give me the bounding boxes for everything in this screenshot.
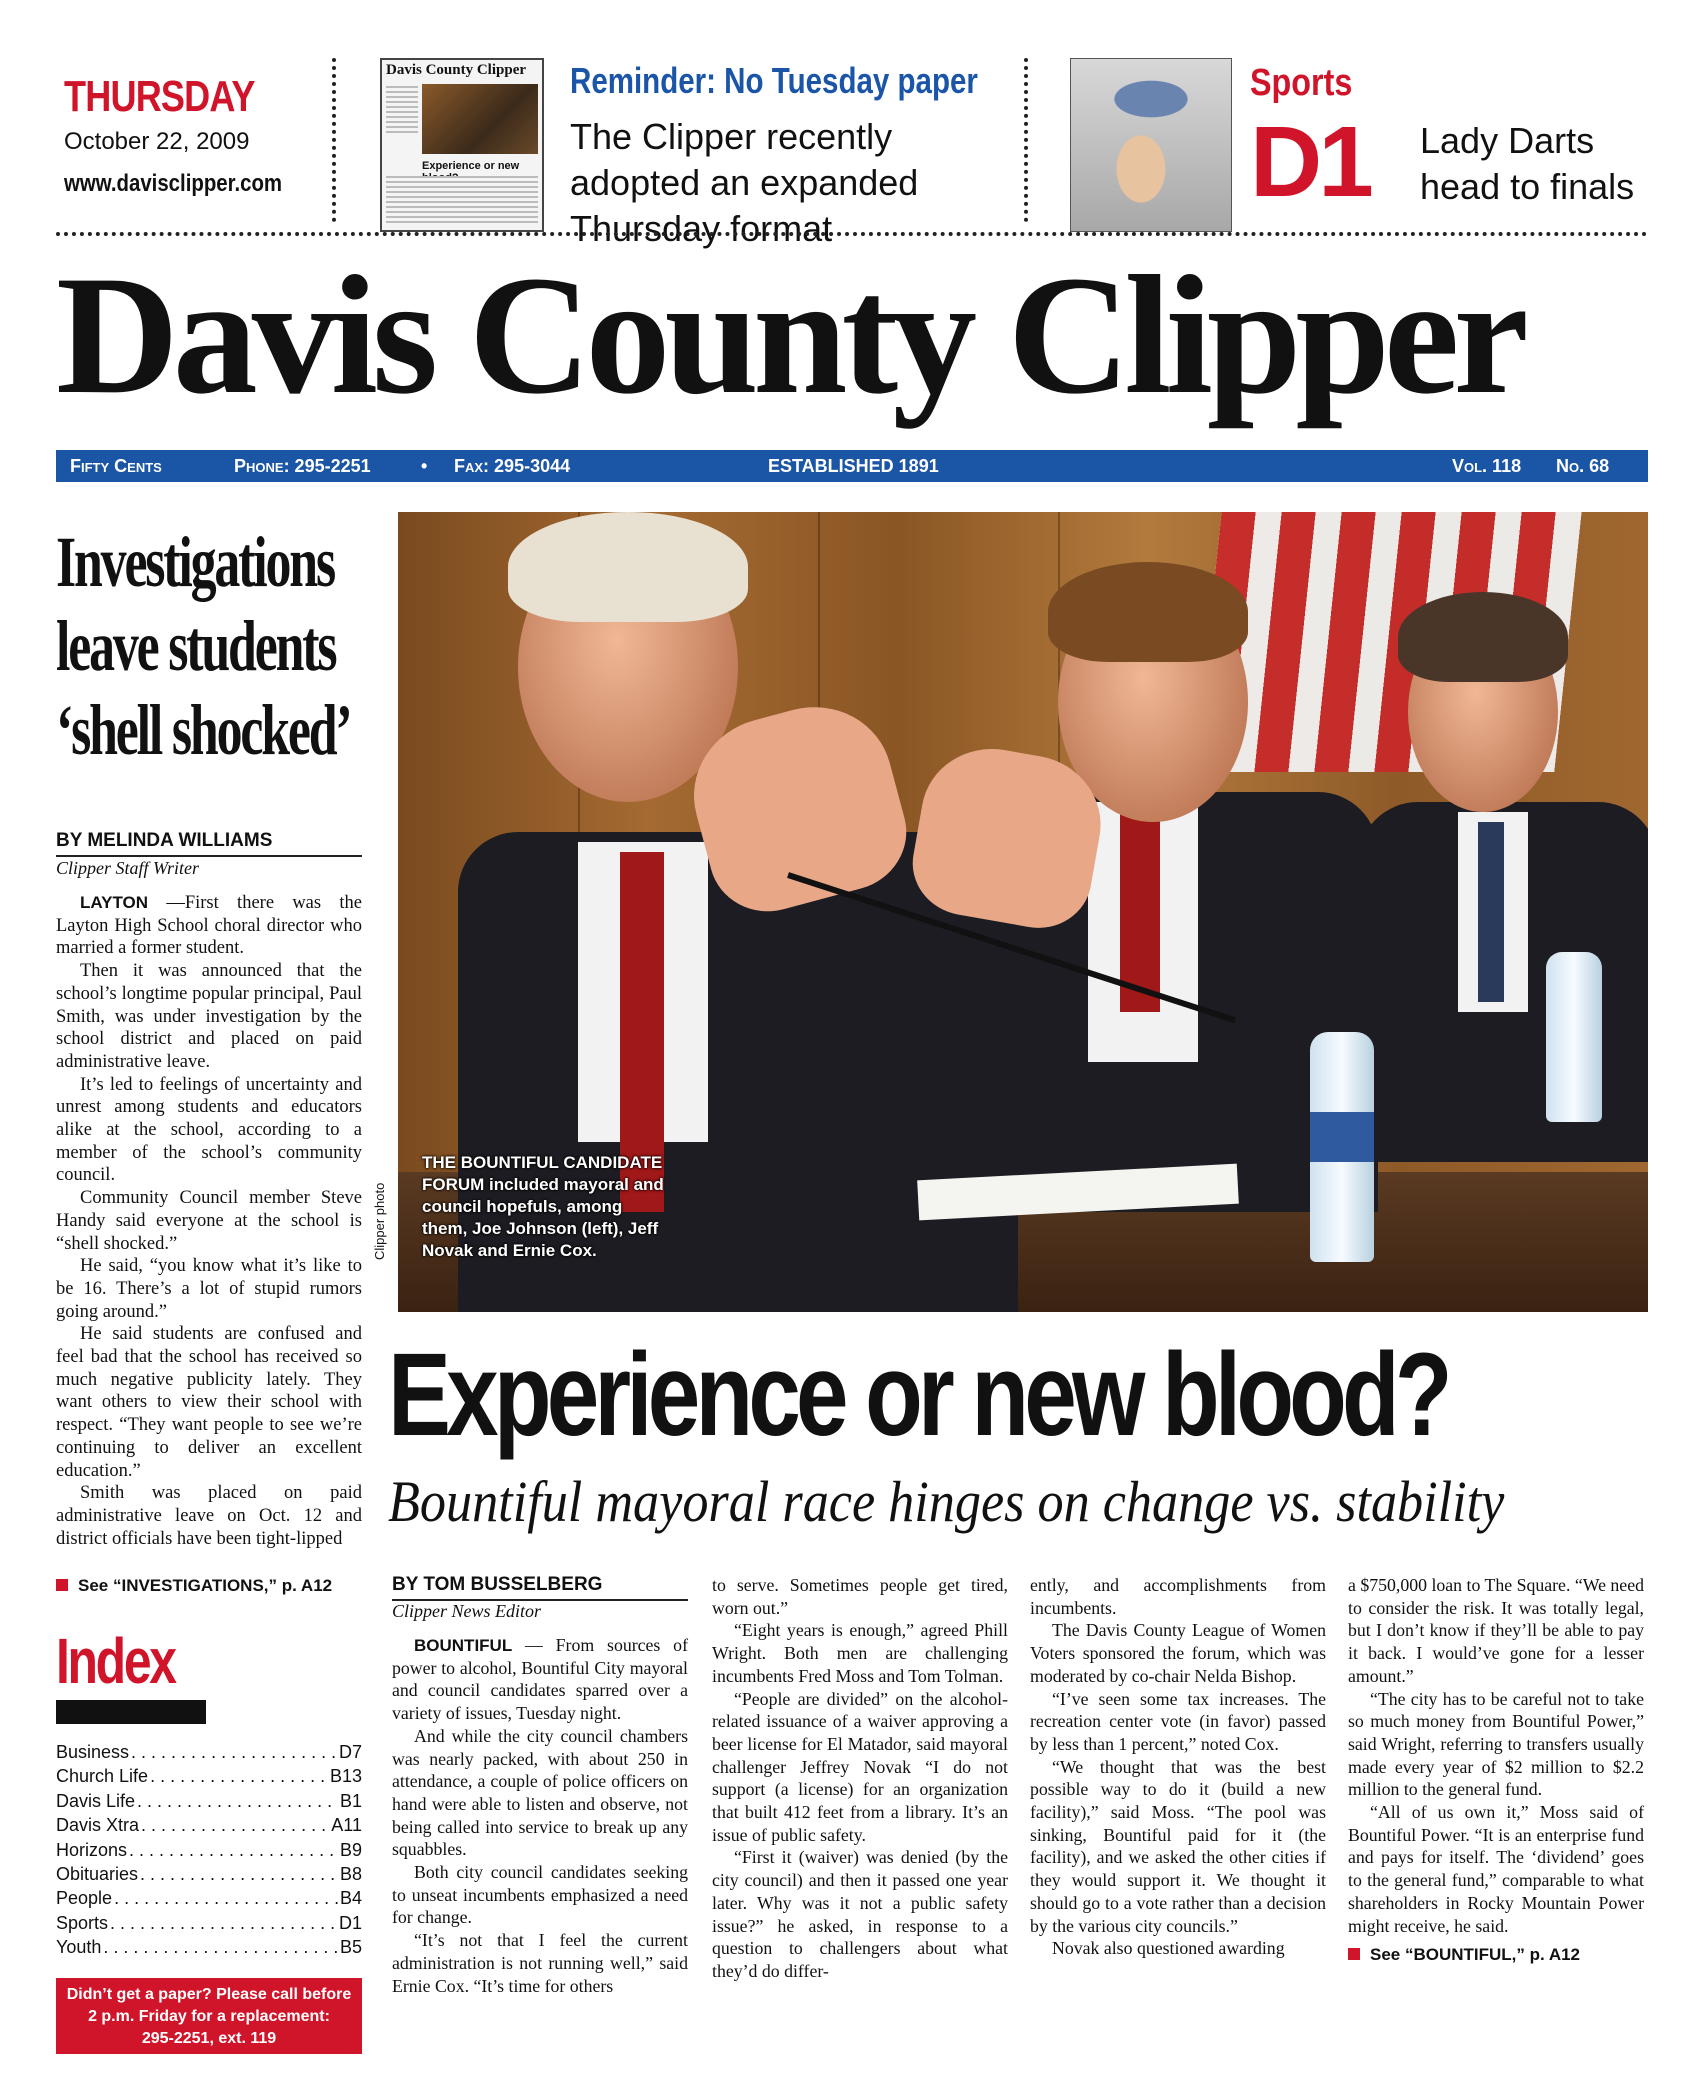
paragraph: “It’s not that I feel the current administration is not running well,” said Ernie Cox. “It’s time for others xyxy=(392,1930,688,1996)
paragraph: “The city has to be careful not to take so much money from Bountiful Power,” said Wright, referring to transfers usually made every year of $2 million to $2.2 million to the general fund. xyxy=(1348,1688,1644,1800)
paragraph: Novak also questioned awarding xyxy=(1052,1938,1285,1959)
investigations-author-role: Clipper Staff Writer xyxy=(56,858,200,878)
thumbnail-photo xyxy=(422,84,538,154)
index-item[interactable]: Horizons . . . B9 xyxy=(56,1838,362,1862)
phone-number: Phone: 295-2251 xyxy=(234,456,371,476)
paragraph: to serve. Sometimes people get tired, worn out.” xyxy=(712,1575,1008,1618)
investigations-body xyxy=(56,892,362,1550)
index-item[interactable]: Youth . . . B5 xyxy=(56,1935,362,1959)
headline-line: ‘shell shocked’ xyxy=(56,690,351,770)
reminder-title: Reminder: No Tuesday paper xyxy=(570,60,978,101)
notice-phone: 295-2251, ext. 119 xyxy=(141,2030,277,2047)
issue-date: October 22, 2009 xyxy=(64,128,250,155)
notice-line: Didn’t get a paper? Please call before xyxy=(66,1986,352,2003)
paragraph: It’s led to feelings of uncertainty and unrest among students and educators alike at the school, according to a member of the school’s community council. xyxy=(56,1074,362,1186)
index-title: Index xyxy=(56,1625,175,1697)
volume-number: Vol. 118 xyxy=(1452,456,1522,476)
headline-line: Investigations xyxy=(56,522,334,602)
caption-lead: THE BOUNTIFUL CANDIDATE FORUM xyxy=(422,1153,663,1194)
paragraph: The Davis County League of Women Voters sponsored the forum, which was moderated by co-chair Nelda Bishop. xyxy=(1030,1620,1326,1686)
story-column-1 xyxy=(392,1574,688,1997)
paragraph: And while the city council chambers was nearly packed, with about 250 in attendance, a couple of police officers on hand were able to listen and observe, not being called into service to break up any squabbles. xyxy=(392,1725,688,1860)
bullet: • xyxy=(421,456,428,476)
story-column-3 xyxy=(1030,1574,1326,1960)
paragraph: a $750,000 loan to The Square. “We need to consider the risk. It was totally legal, but I don’t know if they’ll be able to pay it back. I would’ve gone for a lesser amount.” xyxy=(1348,1575,1644,1686)
index-list xyxy=(56,1740,362,1960)
paragraph: Smith was placed on paid administrative leave on Oct. 12 and district officials have been tight-lipped xyxy=(56,1483,362,1549)
sports-section-label: Sports xyxy=(1250,62,1353,104)
lead-subheadline: Bountiful mayoral race hinges on change vs. stability xyxy=(388,1469,1505,1534)
divider xyxy=(332,58,336,222)
paragraph: “People are divided” on the alcohol-related issuance of a waiver approving a beer license for El Matador, said mayoral challenger Jeffrey Novak “I do not support (a license) for an organization that built 412 feet from a library. It’s an issue of public safety. xyxy=(712,1688,1008,1845)
investigations-jump-link[interactable]: See “INVESTIGATIONS,” p. A12 xyxy=(56,1576,366,1596)
story-author-role: Clipper News Editor xyxy=(392,1601,542,1621)
red-square-icon xyxy=(1348,1948,1360,1960)
paragraph: Then it was announced that the school’s longtime popular principal, Paul Smith, was under investigation by the school district and placed on paid administrative leave. xyxy=(56,961,362,1072)
paragraph: He said students are confused and feel bad that the school has received so much negative publicity lately. They want others to view their school with respect. “They want people to see we’re continuing to deliver an excellent education.” xyxy=(56,1324,362,1481)
paragraph: He said, “you know what it’s like to be 16. There’s a lot of stupid rumors going around.” xyxy=(56,1256,362,1322)
price: Fifty Cents xyxy=(70,456,162,476)
divider xyxy=(1024,58,1028,222)
paragraph: Community Council member Steve Handy said everyone at the school is “shell shocked.” xyxy=(56,1188,362,1254)
thumbnail-text-block xyxy=(386,176,538,226)
thumbnail-masthead: Davis County Clipper xyxy=(386,62,527,78)
investigations-byline: BY MELINDA WILLIAMS xyxy=(56,830,362,857)
index-item[interactable]: Davis Life . . . B1 xyxy=(56,1789,362,1813)
story-byline: BY TOM BUSSELBERG xyxy=(392,1574,688,1601)
paragraph: “First it (waiver) was denied (by the city council) and then it passed one year later. Why was it not a public safety issue?” he asked, in response to a question to challengers about what they’d do differ- xyxy=(712,1847,1008,1981)
candidate-forum-photo[interactable] xyxy=(398,512,1648,1312)
dateline: LAYTON xyxy=(80,893,149,912)
index-item[interactable]: Church Life . . . B13 xyxy=(56,1764,362,1788)
paragraph: “We thought that was the best possible way to do it (build a new facility),” said Moss. “The pool was sinking, Bountiful paid for it (the facility), and we asked the other cities if they would support it. We thought it should go to a vote rather than a decision by the various city councils.” xyxy=(1030,1756,1326,1936)
story-column-4 xyxy=(1348,1574,1644,1965)
previous-issue-thumbnail[interactable] xyxy=(380,58,544,232)
paragraph: Both city council candidates seeking to unseat incumbents emphasized a need for change. xyxy=(392,1862,688,1928)
paragraph: ently, and accomplishments from incumbents. xyxy=(1030,1575,1326,1618)
index-item[interactable]: Obituaries . . . B8 xyxy=(56,1862,362,1886)
website-link[interactable]: www.davisclipper.com xyxy=(64,170,283,197)
photo-caption xyxy=(422,1152,672,1262)
photo-credit: Clipper photo xyxy=(372,1182,387,1260)
thumbnail-text-block xyxy=(386,86,418,136)
index-item[interactable]: Davis Xtra . . . A11 xyxy=(56,1813,362,1837)
water-bottle xyxy=(1546,952,1602,1122)
investigations-headline[interactable] xyxy=(56,520,373,772)
paragraph: “Eight years is enough,” agreed Phill Wright. Both men are challenging incumbents Fred Moss and Tom Tolman. xyxy=(712,1620,1008,1686)
fax-number: Fax: 295-3044 xyxy=(454,456,571,476)
index-item[interactable]: Business . . . D7 xyxy=(56,1740,362,1764)
weekday: THURSDAY xyxy=(64,72,255,121)
divider xyxy=(56,232,1648,236)
reminder-body: The Clipper recently adopted an expanded Thursday format xyxy=(570,116,919,249)
established-year: ESTABLISHED 1891 xyxy=(768,456,939,476)
paragraph: BOUNTIFUL — From sources of power to alcohol, Bountiful City mayoral and council candidates sparred over a variety of issues, Tuesday night. xyxy=(392,1635,688,1724)
notice-line: 2 p.m. Friday for a replacement: xyxy=(88,2008,330,2025)
sports-teaser-headline[interactable]: Lady Darts head to finals xyxy=(1420,120,1635,207)
sports-page-number[interactable]: D1 xyxy=(1250,106,1370,218)
story-column-2 xyxy=(712,1574,1008,1983)
issue-number: No. 68 xyxy=(1556,456,1610,476)
paragraph: “All of us own it,” Moss said of Bountiful Power. “It is an enterprise fund and pays for itself. The ‘dividend’ goes to the general fund,” comparable to what shareholders in Rocky Mountain Power might receive, he said. xyxy=(1348,1802,1644,1936)
masthead-info-bar xyxy=(56,450,1648,482)
headline-line: leave students xyxy=(56,606,336,686)
lead-headline[interactable]: Experience or new blood? xyxy=(388,1329,1448,1461)
red-square-icon xyxy=(56,1579,68,1591)
paragraph: “I’ve seen some tax increases. The recreation center vote (in favor) passed by less than 1 percent,” noted Cox. xyxy=(1030,1688,1326,1754)
index-rule xyxy=(56,1700,206,1724)
index-item[interactable]: People . . . B4 xyxy=(56,1886,362,1910)
thumbnail-headline: Experience or new xyxy=(422,160,520,172)
dateline: BOUNTIFUL xyxy=(414,1636,513,1655)
masthead-title: Davis County Clipper xyxy=(56,241,1523,429)
sports-teaser-photo[interactable] xyxy=(1070,58,1232,232)
index-item[interactable]: Sports . . . D1 xyxy=(56,1911,362,1935)
caption-text: included mayoral and council hopefuls, among them, Joe Johnson (left), Jeff Novak and Ernie Cox. xyxy=(422,1175,664,1260)
replacement-notice xyxy=(56,1978,362,2054)
paragraph: LAYTON —First there was the Layton High School choral director who married a former student. xyxy=(56,893,362,959)
story-jump-link[interactable]: See “BOUNTIFUL,” p. A12 xyxy=(1348,1945,1644,1965)
